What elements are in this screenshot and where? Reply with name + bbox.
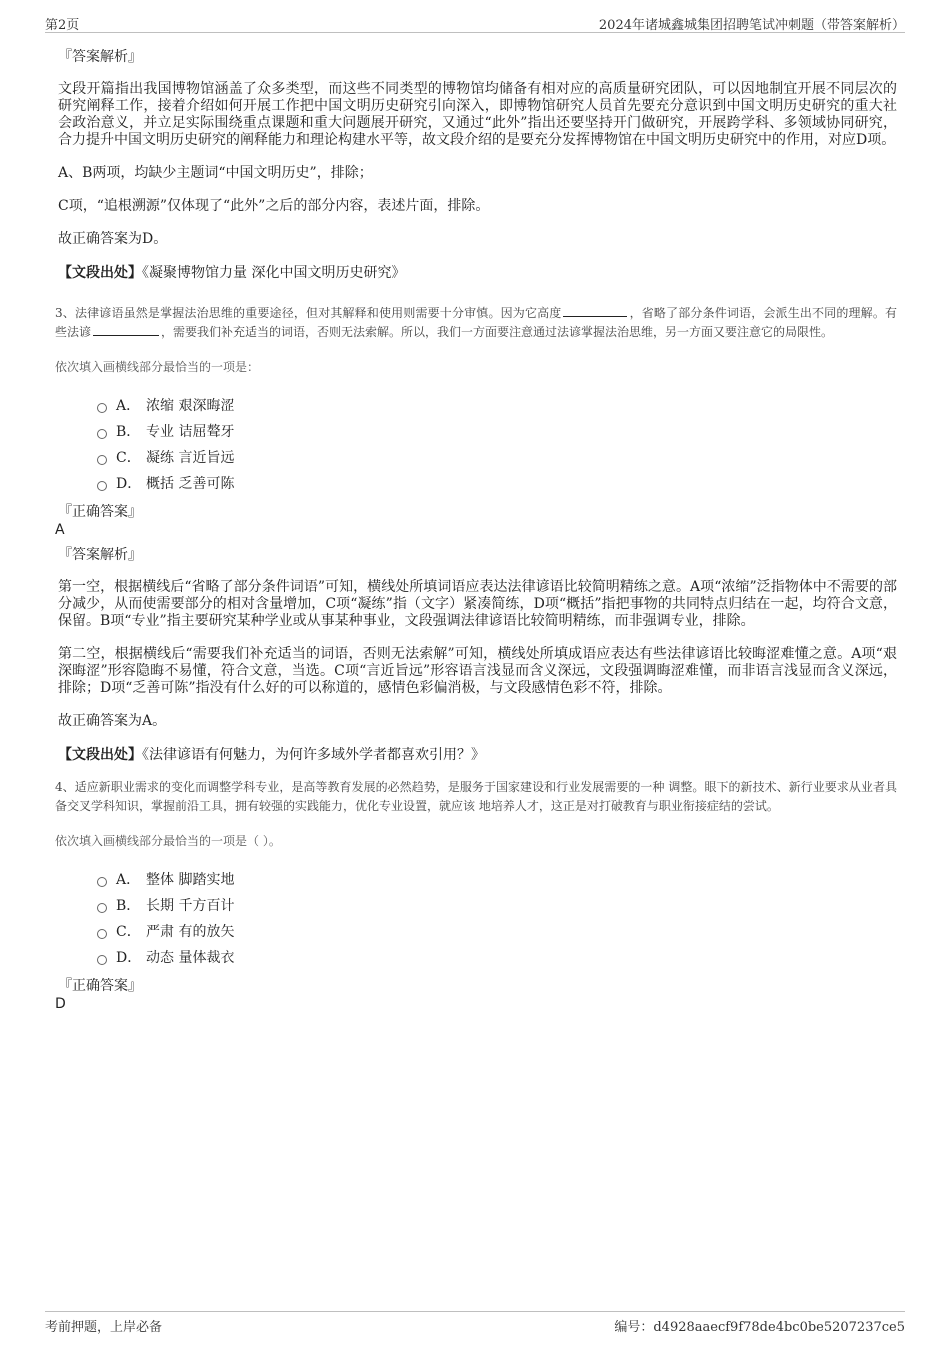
q3-analysis-p3: 故正确答案为A。 xyxy=(58,713,167,729)
q3-analysis-label: 『答案解析』 xyxy=(58,547,142,563)
q3-text-c: ，需要我们补充适当的词语，否则无法索解。所以，我们一方面要注意通过法谚掌握法治思维，另一方面又要注意它的局限性。 xyxy=(161,325,834,339)
page-number: 第2页 xyxy=(45,18,80,33)
q2-source-text: 《凝聚博物馆力量 深化中国文明历史研究》 xyxy=(142,265,406,281)
q3-option-d[interactable]: D． 概括 乏善可陈 xyxy=(97,471,897,497)
q4-correct-value: D xyxy=(55,996,66,1012)
q4-prompt: 依次填入画横线部分最恰当的一项是（ ）。 xyxy=(55,834,281,848)
radio-icon[interactable] xyxy=(97,455,107,465)
q2-source xyxy=(58,264,897,282)
q4-options xyxy=(97,867,897,971)
q3-options xyxy=(97,393,897,497)
q3-option-a[interactable]: A． 浓缩 艰深晦涩 xyxy=(97,393,897,419)
q2-source-label: 【文段出处】 xyxy=(58,265,142,281)
q4-correct-label: 『正确答案』 xyxy=(58,978,142,994)
footer-code: 编号：d4928aaecf9f78de4bc0be5207237ce5 xyxy=(614,1320,905,1335)
q4-option-a[interactable]: A． 整体 脚踏实地 xyxy=(97,867,897,893)
radio-icon[interactable] xyxy=(97,955,107,965)
q2-analysis-p1: 文段开篇指出我国博物馆涵盖了众多类型，而这些不同类型的博物馆均储备有相对应的高质量研究团队，可以因地制宜开展不同层次的研究阐释工作，接着介绍如何开展工作把中国文明历史研究引向深入，即博物馆研究人员首先要充分意识到中国文明历史研究的重大社会政治意义，并立足实际围绕重点课题和重大问题展开研究，又通过“此外”指出还要坚持开门做研究，开展跨学科、多领域协同研究，合力提升中国文明历史研究的阐释能力和理论构建水平等，故文段介绍的是要充分发挥博物馆在中国文明历史研究中的作用，对应D项。 xyxy=(58,81,897,148)
page-footer xyxy=(45,1311,905,1334)
radio-icon[interactable] xyxy=(97,929,107,939)
q3-analysis-p2: 第二空，根据横线后“需要我们补充适当的词语，否则无法索解”可知，横线处所填成语应表达有些法律谚语比较晦涩难懂之意。A项“艰深晦涩”形容隐晦不易懂，符合文意，当选。C项“言近旨远”形容语言浅显而含义深远，文段强调晦涩难懂，而非语言浅显而含义深远，排除；D项“乏善可陈”指没有什么好的可以称道的，感情色彩偏消极，与文段感情色彩不符，排除。 xyxy=(58,646,897,696)
q3-correct-value: A xyxy=(55,522,65,538)
q4-option-d[interactable]: D． 动态 量体裁衣 xyxy=(97,945,897,971)
q3-source-label: 【文段出处】 xyxy=(58,747,142,763)
q4-option-b[interactable]: B． 长期 千方百计 xyxy=(97,893,897,919)
q4-option-c[interactable]: C． 严肃 有的放矢 xyxy=(97,919,897,945)
radio-icon[interactable] xyxy=(97,481,107,491)
q3-text-a: 3、法律谚语虽然是掌握法治思维的重要途径，但对其解释和使用则需要十分审慎。因为它高度 xyxy=(55,306,562,320)
q4-question: 4、适应新职业需求的变化而调整学科专业，是高等教育发展的必然趋势，是服务于国家建设和行业发展需要的一种 调整。眼下的新技术、新行业要求从业者具备交叉学科知识，掌握前沿工具，拥有较强的实践能力，优化专业设置，就应该 地培养人才，这正是对打破教育与职业衔接症结的尝试。 xyxy=(55,780,897,813)
q2-analysis-p2: A、B两项，均缺少主题词“中国文明历史”，排除； xyxy=(58,165,373,181)
q3-analysis-p1: 第一空，根据横线后“省略了部分条件词语”可知，横线处所填词语应表达法律谚语比较简明精练之意。A项“浓缩”泛指物体中不需要的部分减少，从而使需要部分的相对含量增加，C项“凝练”指（文字）紧凑简练，D项“概括”指把事物的共同特点归结在一起，均符合文意，保留。B项“专业”指主要研究某种学业或从事某种事业，文段强调法律谚语比较简明精练，而非强调专业，排除。 xyxy=(58,579,897,629)
page-content xyxy=(55,47,897,1019)
radio-icon[interactable] xyxy=(97,877,107,887)
q3-source-text: 《法律谚语有何魅力，为何许多域外学者都喜欢引用？》 xyxy=(142,747,485,763)
q3-option-c[interactable]: C． 凝练 言近旨远 xyxy=(97,445,897,471)
document-title: 2024年诸城鑫城集团招聘笔试冲刺题（带答案解析） xyxy=(598,18,905,33)
footer-slogan: 考前押题，上岸必备 xyxy=(45,1320,163,1335)
radio-icon[interactable] xyxy=(97,403,107,413)
q3-blank-1 xyxy=(563,304,627,317)
page-header xyxy=(45,12,905,33)
radio-icon[interactable] xyxy=(97,429,107,439)
q3-question xyxy=(55,304,897,342)
q2-analysis-label: 『答案解析』 xyxy=(58,49,142,65)
radio-icon[interactable] xyxy=(97,903,107,913)
q3-text-b: ，省略了部分条件词语，会派生出不同的理解。有些法谚 xyxy=(55,306,897,339)
q3-blank-2 xyxy=(93,323,159,336)
q3-source xyxy=(58,746,897,764)
q2-analysis-p3: C项，“追根溯源”仅体现了“此外”之后的部分内容，表述片面，排除。 xyxy=(58,198,490,214)
q3-correct-label: 『正确答案』 xyxy=(58,504,142,520)
q3-prompt: 依次填入画横线部分最恰当的一项是： xyxy=(55,360,260,374)
q2-analysis-p4: 故正确答案为D。 xyxy=(58,231,168,247)
q3-option-b[interactable]: B． 专业 诘屈聱牙 xyxy=(97,419,897,445)
